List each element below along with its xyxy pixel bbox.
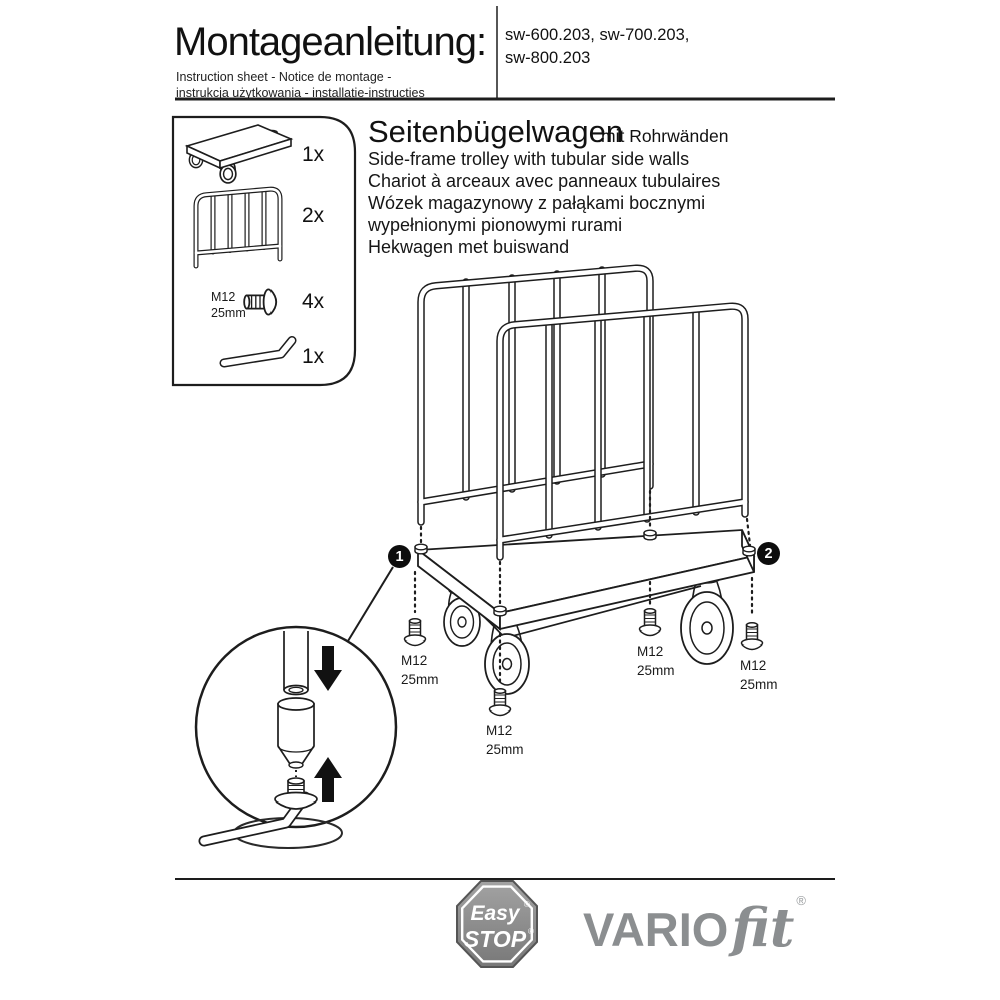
translation-pl-1: Wózek magazynowy z pałąkami bocznymi [368, 193, 706, 213]
translation-pl-2: wypełnionymi pionowymi rurami [368, 215, 623, 235]
bolt-3-size: M12 [637, 644, 664, 659]
far-side-frame [421, 268, 650, 522]
sheet-subtitle-line1: Instruction sheet - Notice de montage - [176, 70, 392, 84]
variofit-reg: ® [796, 893, 806, 908]
sheet-subtitle-line2: instrukcja użytkowania - installatie-instructies [176, 86, 425, 100]
step-marker-2: 2 [757, 542, 780, 565]
bolt-2-length: 25mm [486, 742, 524, 757]
assembly-detail-circle [196, 627, 396, 848]
socket-near-right [743, 546, 755, 556]
product-translations [368, 148, 720, 258]
easystop-logo [457, 881, 537, 967]
parts-item-platform-trolley [187, 125, 291, 183]
bolt-label-3 [637, 642, 675, 680]
parts-bolt-label [211, 290, 246, 321]
bolt-4-length: 25mm [740, 677, 778, 692]
variofit-logo [583, 893, 806, 959]
near-side-frame [500, 306, 745, 557]
translation-nl: Hekwagen met buiswand [368, 237, 570, 257]
product-codes-line1: sw-600.203, sw-700.203, [505, 26, 690, 44]
product-codes [505, 24, 689, 70]
bolt-label-1 [401, 651, 439, 689]
product-name-suffix: mit Rohrwänden [601, 126, 729, 146]
parts-item-side-frame [196, 189, 280, 266]
socket-near-left [494, 606, 506, 616]
bolt-4-size: M12 [740, 658, 767, 673]
bolt-label-2 [486, 721, 524, 759]
easystop-text-stop: STOP [463, 926, 527, 952]
bolt-4 [742, 623, 763, 650]
trolley-illustration [348, 268, 763, 715]
parts-bolt-length: 25mm [211, 305, 246, 320]
easystop-reg-1: ® [524, 900, 530, 909]
bolt-3 [640, 609, 661, 636]
easystop-text-easy: Easy [470, 902, 520, 925]
parts-item-allen-key [224, 341, 292, 364]
easystop-reg-2: ® [528, 927, 534, 936]
variofit-text-fit: fit [731, 897, 795, 959]
qty-allen-key: 1x [302, 345, 325, 368]
bolt-label-4 [740, 656, 778, 694]
bolt-1 [405, 619, 426, 646]
translation-fr: Chariot à arceaux avec panneaux tubulaires [368, 171, 721, 191]
qty-side-frame: 2x [302, 204, 325, 227]
bolt-1-length: 25mm [401, 672, 439, 687]
parts-item-bolt-icon [244, 289, 276, 314]
product-codes-line2: sw-800.203 [505, 49, 591, 67]
bolt-2-size: M12 [486, 723, 513, 738]
sheet-title: Montageanleitung: [174, 20, 487, 64]
socket-far-left [415, 544, 427, 554]
parts-bolt-size: M12 [211, 290, 236, 304]
product-name: Seitenbügelwagen [368, 114, 624, 149]
translation-en: Side-frame trolley with tubular side walls [368, 149, 690, 169]
step-marker-1: 1 [388, 545, 411, 568]
variofit-text-vario: VARIO [583, 903, 729, 956]
socket-far-right [644, 530, 656, 540]
qty-bolt: 4x [302, 290, 325, 313]
qty-platform-trolley: 1x [302, 143, 325, 166]
bolt-3-length: 25mm [637, 663, 675, 678]
bolt-1-size: M12 [401, 653, 428, 668]
